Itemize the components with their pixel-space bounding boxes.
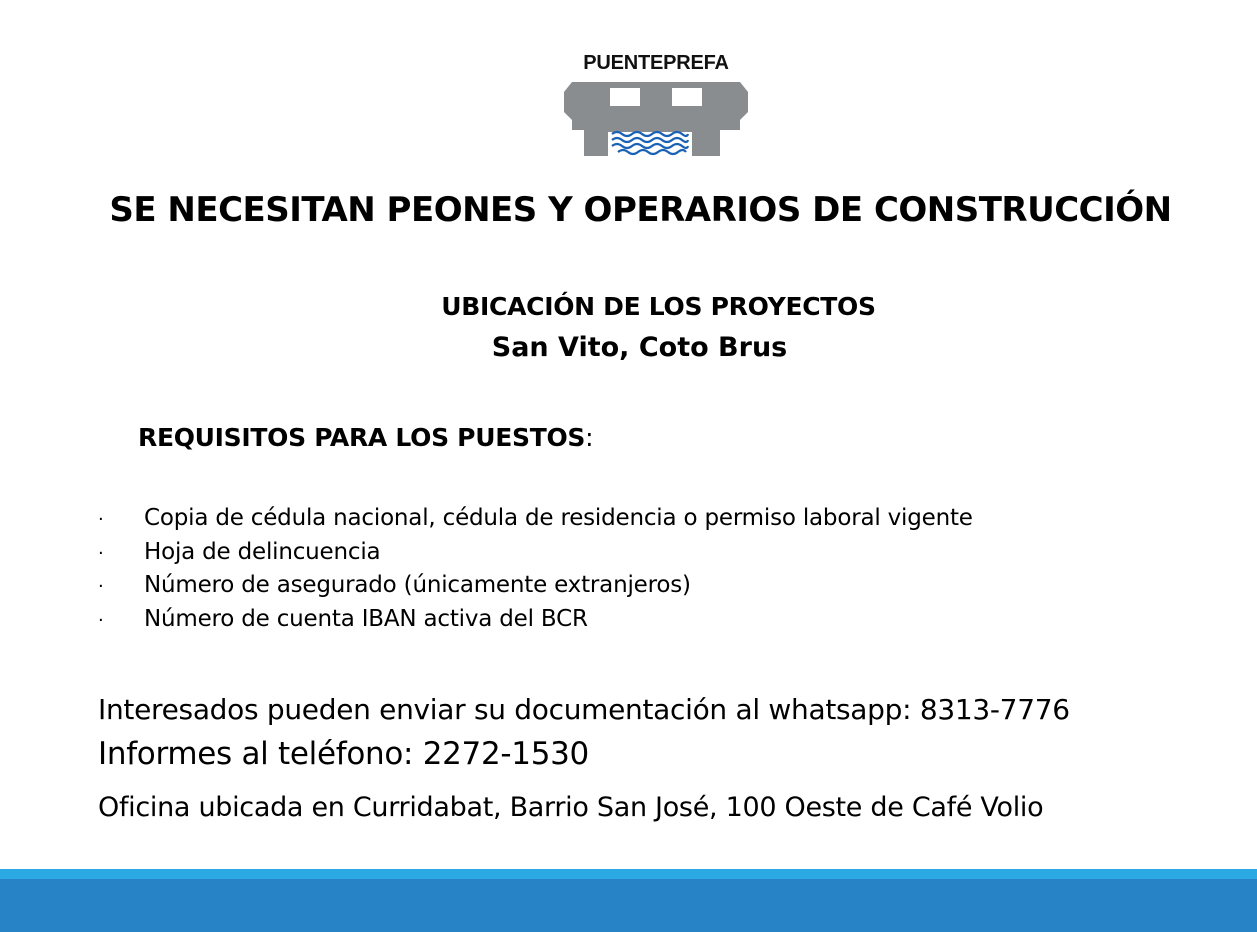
requirement-text: Número de cuenta IBAN activa del BCR [144,605,588,632]
bullet-marker: · [98,542,104,564]
leg-left-outer [584,130,596,156]
location-value: San Vito, Coto Brus [491,332,788,363]
list-item [98,569,973,603]
list-item [98,502,973,536]
requirements-heading: REQUISITOS PARA LOS PUESTOS [138,423,586,452]
deck-opening-right [672,88,702,106]
footer-accent-stripe [0,869,1257,879]
list-item [98,536,973,570]
requirements-heading-colon: : [585,423,594,452]
bullet-marker: · [98,576,104,597]
requirement-text: Número de asegurado (únicamente extranjeros) [144,572,691,598]
contact-phone-line: Informes al teléfono: 2272-1530 [98,736,589,772]
leg-right-outer [704,130,720,156]
bullet-marker: · [98,509,104,530]
pier-left [596,130,608,156]
requirement-text: Copia de cédula nacional, cédula de residencia o permiso laboral vigente [144,505,973,531]
deck-opening-left [610,88,640,106]
pier-right-outer [698,120,740,130]
bridge-logo-icon [562,76,750,158]
location-heading: UBICACIÓN DE LOS PROYECTOS [441,292,876,321]
requirements-list [98,502,973,636]
bridge-center-post [650,86,662,116]
pier-right [692,130,704,156]
contact-office-line: Oficina ubicada en Curridabat, Barrio San José, 100 Oeste de Café Volio [98,792,1044,823]
footer-band [0,879,1257,932]
logo-brand-text: PUENTEPREFA [583,52,729,74]
requirements-heading-block [138,423,593,453]
contact-whatsapp-line: Interesados pueden enviar su documentación al whatsapp: 8313-7776 [98,693,1070,726]
page-headline: SE NECESITAN PEONES Y OPERARIOS DE CONSTRUCCIÓN [109,190,1172,230]
requirement-text: Hoja de delincuencia [144,538,381,565]
pier-left-outer [572,120,614,130]
bullet-marker: · [98,609,104,631]
company-logo [560,52,752,160]
list-item [98,603,973,637]
